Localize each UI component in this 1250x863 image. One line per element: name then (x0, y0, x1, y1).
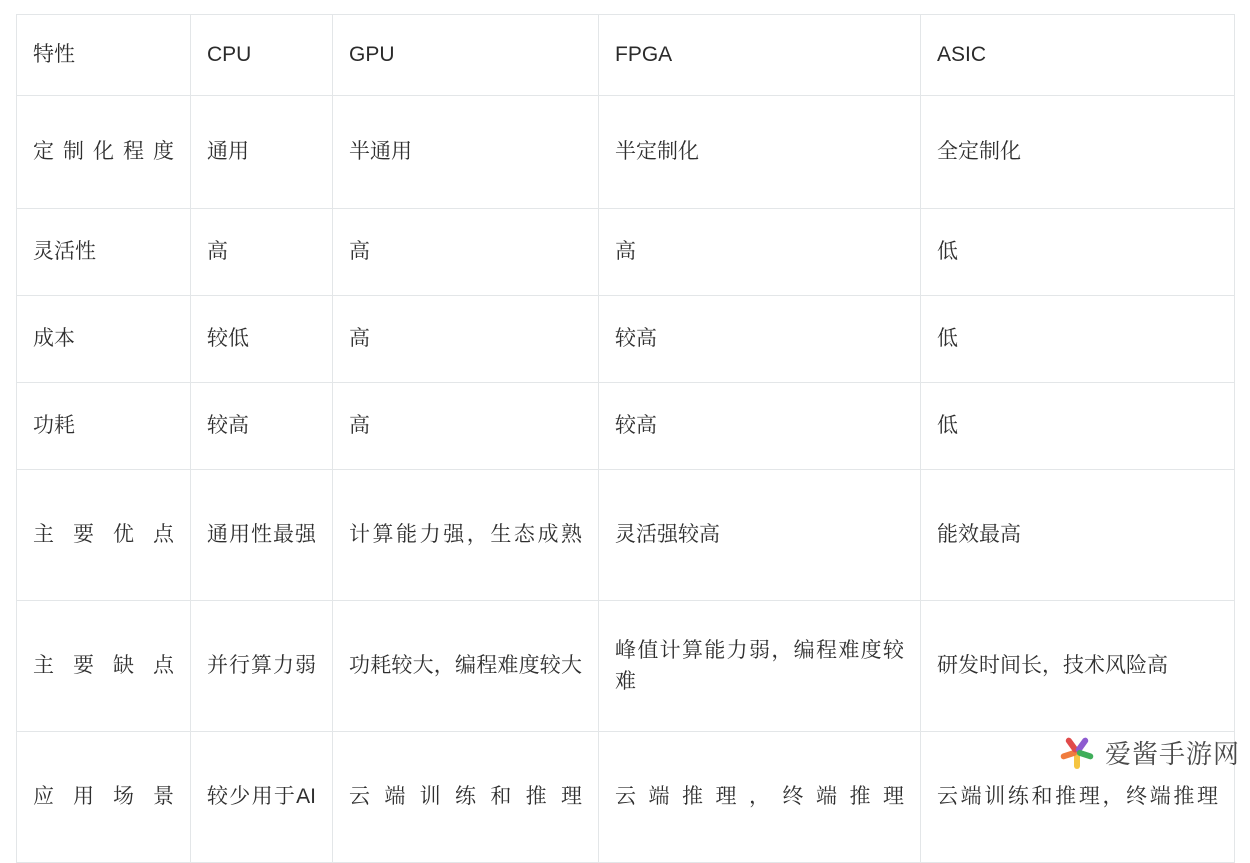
cell-gpu-flexibility: 高 (333, 209, 599, 296)
cell-cpu-disadvantages: 并行算力弱 (191, 601, 333, 732)
cell-gpu-customization: 半通用 (333, 96, 599, 209)
cell-fpga-power: 较高 (599, 383, 921, 470)
table-row (17, 732, 1235, 863)
cell-cpu-cost: 较低 (191, 296, 333, 383)
cell-fpga-customization: 半定制化 (599, 96, 921, 209)
column-header-gpu: GPU (333, 15, 599, 96)
cell-fpga-flexibility: 高 (599, 209, 921, 296)
table-row (17, 296, 1235, 383)
cell-asic-use-cases: 云端训练和推理，终端推理 (921, 732, 1235, 863)
cell-cpu-customization: 通用 (191, 96, 333, 209)
column-header-asic: ASIC (921, 15, 1235, 96)
cell-asic-customization: 全定制化 (921, 96, 1235, 209)
cell-asic-flexibility: 低 (921, 209, 1235, 296)
cell-gpu-use-cases: 云端训练和推理 (333, 732, 599, 863)
cell-gpu-advantages: 计算能力强，生态成熟 (333, 470, 599, 601)
table-row (17, 209, 1235, 296)
row-label-cost: 成本 (17, 296, 191, 383)
cell-cpu-use-cases: 较少用于AI (191, 732, 333, 863)
cell-asic-cost: 低 (921, 296, 1235, 383)
column-header-feature: 特性 (17, 15, 191, 96)
comparison-table-container (16, 14, 1234, 863)
cell-cpu-power: 较高 (191, 383, 333, 470)
cell-gpu-cost: 高 (333, 296, 599, 383)
cell-asic-advantages: 能效最高 (921, 470, 1235, 601)
table-row (17, 383, 1235, 470)
row-label-disadvantages: 主要缺点 (17, 601, 191, 732)
table-row (17, 96, 1235, 209)
cell-fpga-use-cases: 云端推理，终端推理 (599, 732, 921, 863)
table-row (17, 470, 1235, 601)
cell-gpu-disadvantages: 功耗较大，编程难度较大 (333, 601, 599, 732)
table-row (17, 601, 1235, 732)
cell-cpu-advantages: 通用性最强 (191, 470, 333, 601)
table-header-row (17, 15, 1235, 96)
comparison-table (16, 14, 1235, 863)
row-label-flexibility: 灵活性 (17, 209, 191, 296)
row-label-use-cases: 应用场景 (17, 732, 191, 863)
cell-fpga-advantages: 灵活强较高 (599, 470, 921, 601)
row-label-advantages: 主要优点 (17, 470, 191, 601)
cell-asic-power: 低 (921, 383, 1235, 470)
cell-asic-disadvantages: 研发时间长，技术风险高 (921, 601, 1235, 732)
cell-fpga-disadvantages: 峰值计算能力弱，编程难度较难 (599, 601, 921, 732)
row-label-power: 功耗 (17, 383, 191, 470)
column-header-fpga: FPGA (599, 15, 921, 96)
watermark-text: 爱酱手游网 (1104, 738, 1240, 769)
cell-gpu-power: 高 (333, 383, 599, 470)
row-label-customization: 定制化程度 (17, 96, 191, 209)
cell-fpga-cost: 较高 (599, 296, 921, 383)
cell-cpu-flexibility: 高 (191, 209, 333, 296)
column-header-cpu: CPU (191, 15, 333, 96)
